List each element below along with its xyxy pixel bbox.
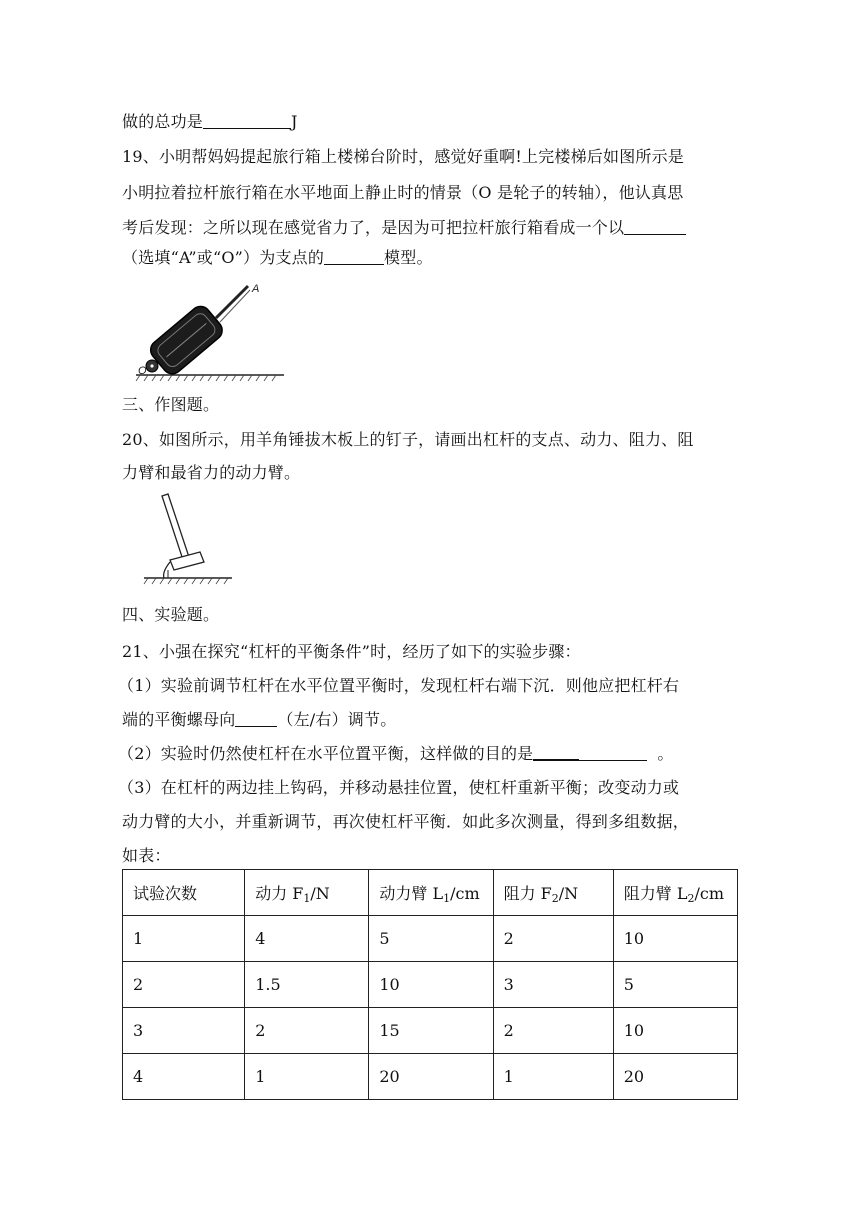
- answer-blank: [533, 743, 579, 761]
- table-cell: 2: [245, 1008, 369, 1054]
- table-cell: 20: [613, 1054, 737, 1100]
- q19-line-3: [122, 217, 686, 239]
- q21-step2-text-b: 。: [657, 744, 674, 763]
- label-a: A: [252, 283, 260, 295]
- table-cell: 1: [123, 916, 245, 962]
- q19-line-4-text-a: （选填“A”或“O”）为支点的: [122, 248, 325, 267]
- table-cell: 10: [369, 962, 493, 1008]
- table-cell: 3: [493, 962, 613, 1008]
- answer-blank: [235, 710, 277, 727]
- table-cell: 5: [613, 962, 737, 1008]
- unit-text: J: [291, 112, 298, 131]
- q21-step2-text-a: （2）实验时仍然使杠杆在水平位置平衡，这样做的目的是: [118, 744, 534, 763]
- table-header-cell: 试验次数: [123, 870, 245, 916]
- table-row: [123, 1054, 738, 1100]
- q19-line-4: [122, 247, 433, 269]
- table-cell: 1: [493, 1054, 613, 1100]
- q21-step3-line-1: （3）在杠杆的两边挂上钩码，并移动悬挂位置，使杠杆重新平衡；改变动力或: [118, 778, 680, 797]
- q21-step1-line-2: [122, 709, 396, 731]
- section-4-heading: 四、实验题。: [122, 605, 220, 624]
- q18-tail-line: [122, 111, 298, 133]
- table-cell: 15: [369, 1008, 493, 1054]
- answer-blank: [324, 248, 384, 265]
- q19-line-4-text-b: 模型。: [384, 248, 433, 267]
- table-cell: 10: [613, 916, 737, 962]
- table-cell: 1: [245, 1054, 369, 1100]
- table-cell: 4: [123, 1054, 245, 1100]
- table-cell: 3: [123, 1008, 245, 1054]
- table-cell: 2: [493, 916, 613, 962]
- q20-line-2: 力臂和最省力的动力臂。: [122, 463, 301, 482]
- q18-tail-text: 做的总功是: [122, 112, 204, 131]
- label-o: O: [138, 365, 147, 377]
- experiment-data-table: [122, 869, 738, 1100]
- q21-step3-line-3: 如表：: [122, 846, 171, 865]
- table-header-cell: 动力 $F_1/N$: [245, 870, 369, 916]
- q21-step3-line-2: 动力臂的大小，并重新调节，再次使杠杆平衡．如此多次测量，得到多组数据，: [122, 812, 690, 831]
- table-row: [123, 1008, 738, 1054]
- table-cell: 1.5: [245, 962, 369, 1008]
- table-cell: 20: [369, 1054, 493, 1100]
- answer-blank: [624, 218, 686, 235]
- table-header-cell: 阻力臂 $L_2/cm$: [613, 870, 737, 916]
- q21-line-1: 21、小强在探究“杠杆的平衡条件”时，经历了如下的实验步骤：: [122, 642, 581, 661]
- q21-step2-line: [118, 743, 674, 765]
- suitcase-figure: [130, 278, 290, 388]
- q19-line-2: 小明拉着拉杆旅行箱在水平地面上静止时的情景（O 是轮子的转轴），他认真思: [122, 183, 684, 202]
- table-row: [123, 962, 738, 1008]
- table-cell: 10: [613, 1008, 737, 1054]
- q21-step1-line-1: （1）实验前调节杠杆在水平位置平衡时，发现杠杆右端下沉．则他应把杠杆右: [118, 676, 680, 695]
- q21-step1-text-a: 端的平衡螺母向: [122, 710, 236, 729]
- q21-step1-text-b: （左/右）调节。: [277, 710, 397, 729]
- table-cell: 4: [245, 916, 369, 962]
- answer-blank: [579, 744, 647, 761]
- table-cell: 2: [123, 962, 245, 1008]
- table-header-row: [123, 870, 738, 916]
- table-cell: 2: [493, 1008, 613, 1054]
- section-3-heading: 三、作图题。: [122, 395, 220, 414]
- table-header-cell: 动力臂 $L_1/cm$: [369, 870, 493, 916]
- hammer-figure: [140, 490, 240, 590]
- table-cell: 5: [369, 916, 493, 962]
- q19-line-1: 19、小明帮妈妈提起旅行箱上楼梯台阶时，感觉好重啊!上完楼梯后如图所示是: [122, 147, 684, 166]
- answer-blank: [203, 112, 291, 129]
- table-row: [123, 916, 738, 962]
- table-header-cell: 阻力 $F_2/N$: [493, 870, 613, 916]
- q19-line-3-text: 考后发现：之所以现在感觉省力了，是因为可把拉杆旅行箱看成一个以: [122, 218, 625, 237]
- q20-line-1: 20、如图所示，用羊角锤拔木板上的钉子，请画出杠杆的支点、动力、阻力、阻: [122, 430, 694, 449]
